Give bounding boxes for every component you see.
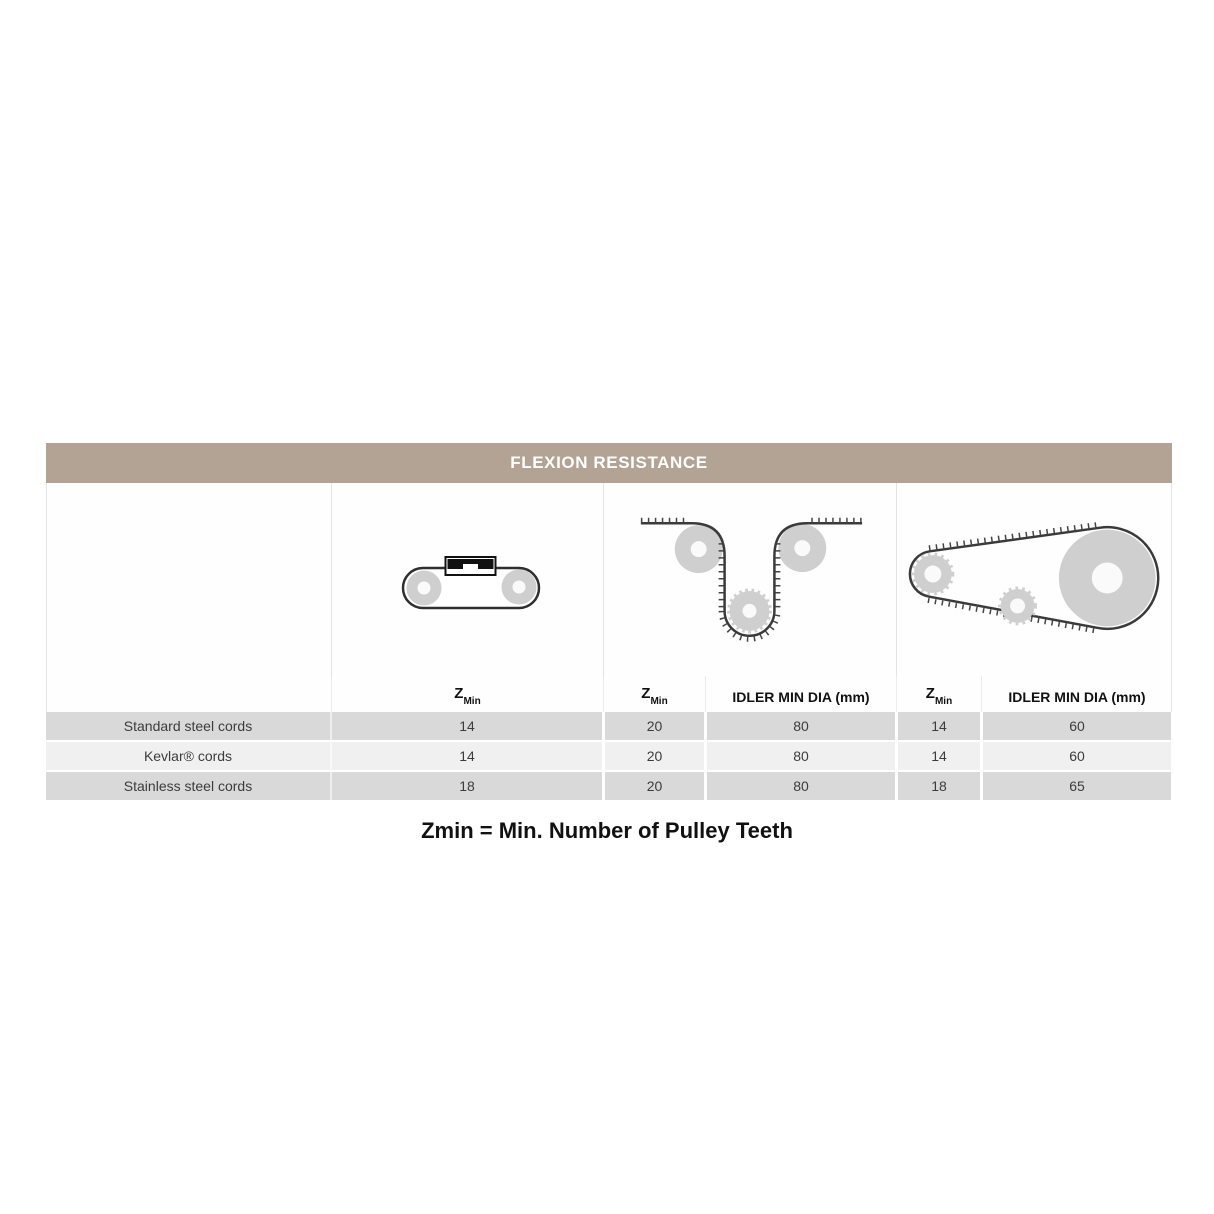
row-label: Standard steel cords	[46, 712, 330, 740]
flexion-resistance-table	[46, 443, 1172, 800]
table-row	[46, 742, 1172, 770]
zmin-header-col3: $Z_{Min}$	[896, 676, 981, 712]
value-cell: 20	[602, 742, 704, 770]
table-row	[46, 772, 1172, 800]
diagram-area	[46, 483, 1172, 712]
table-row	[46, 712, 1172, 740]
inner-idler-bore	[1010, 598, 1025, 613]
zmin-header-col1: $Z_{Min}$	[331, 676, 603, 712]
value-cell: 65	[980, 772, 1171, 800]
value-cell: 60	[980, 742, 1171, 770]
pulley-bore	[513, 581, 526, 594]
drive-belt-icon	[897, 483, 1171, 676]
zmin-caption: Zmin = Min. Number of Pulley Teeth	[421, 818, 793, 843]
value-cell: 80	[704, 772, 895, 800]
row-label: Kevlar® cords	[46, 742, 330, 770]
table-body	[46, 712, 1172, 800]
pulley-bore	[418, 582, 431, 595]
large-pulley-bore	[1092, 563, 1123, 594]
three-pulley-drive-belt-diagram	[896, 483, 1171, 676]
idler-bore	[691, 541, 707, 557]
value-cell: 18	[330, 772, 602, 800]
value-cell: 14	[330, 712, 602, 740]
value-cell: 20	[602, 712, 704, 740]
value-cell: 18	[895, 772, 980, 800]
value-cell: 14	[330, 742, 602, 770]
table-title: FLEXION RESISTANCE	[46, 443, 1172, 483]
value-cell: 14	[895, 712, 980, 740]
row-label-column-spacer	[47, 483, 331, 676]
column-header-row	[47, 676, 1171, 712]
row-label: Stainless steel cords	[46, 772, 330, 800]
empty-header-cell	[47, 676, 331, 712]
toothed-pulley-bore	[743, 604, 757, 618]
small-pulley-bore	[924, 566, 941, 583]
idler-min-dia-header-2: IDLER MIN DIA (mm)	[981, 676, 1172, 712]
value-cell: 80	[704, 712, 895, 740]
value-cell: 80	[704, 742, 895, 770]
value-cell: 60	[980, 712, 1171, 740]
idler-bore	[794, 540, 810, 556]
value-cell: 20	[602, 772, 704, 800]
idler-belt-icon	[604, 483, 896, 676]
clamped-belt-two-pulleys-diagram	[331, 483, 603, 676]
clamped-belt-icon	[332, 483, 604, 676]
zmin-header-col2: $Z_{Min}$	[603, 676, 705, 712]
back-bend-idlers-belt-diagram	[603, 483, 896, 676]
idler-min-dia-header-1: IDLER MIN DIA (mm)	[705, 676, 896, 712]
value-cell: 14	[895, 742, 980, 770]
